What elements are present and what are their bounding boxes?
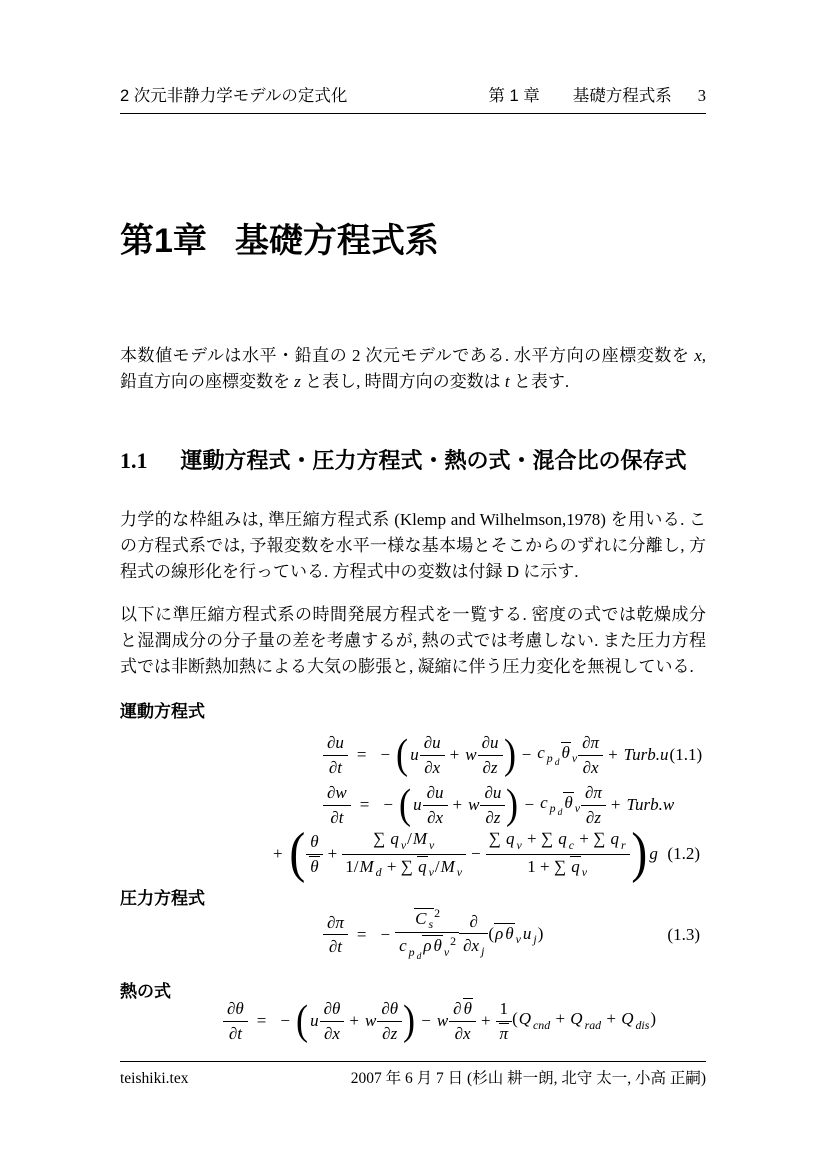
equation-1-1: $\frac{\partial u}{\partial t}$ = − ( u ∂u ∂x + w ∂u ∂z ) − c $_{p _d}$θ $_v$ ∂π ∂x + Turb.u	[323, 732, 670, 778]
header-page-number: 3	[697, 86, 706, 105]
page-header	[120, 82, 706, 114]
equation-row-1-2-line2	[120, 822, 706, 886]
equation-row-1-3	[120, 903, 706, 967]
equation-tag-1-3: (1.3)	[667, 925, 700, 944]
equation-1-2-line1: $\frac{\partial w}{\partial t}$ = − ( u ∂u ∂x + w ∂u ∂z ) − c $_{p _d}$θ $_v$ ∂π ∂z + Turb.w	[323, 782, 675, 828]
equation-row-heat	[120, 993, 706, 1049]
equation-heat: $\frac{\partial\theta}{\partial t}$ = − ( u ∂θ ∂x + w ∂θ ∂z ) − w ∂ θ ∂x + $\frac{1}{\pi}$ (Q $_{cnd}$ + Q $_{rad}$ + Q $_{dis}$)	[223, 998, 656, 1044]
equation-1-3: $\frac{\partial\pi}{\partial t}$ = − C $_s^2$ c $_{p _d}$ρ θ $_v^2$ ∂ ∂x $_j$ (ρ θ $_v$ u $_j$)	[323, 906, 543, 964]
section-number: 1.1	[120, 448, 148, 473]
header-chapter-label: 第 1 章 基礎方程式系	[488, 87, 672, 105]
equation-tag-1-1: (1.1)	[669, 745, 703, 764]
framework-paragraph: 力学的な枠組みは, 準圧縮方程式系 (Klemp and Wilhelmson,1978) を用いる. この方程式系では, 予報変数を水平一様な基本場とそこからのずれに分離し, 方程式の線形化を行っている. 方程式中の変数は付録 D に示す.	[120, 510, 706, 581]
intro-paragraph: 本数値モデルは水平・鉛直の 2 次元モデルである. 水平方向の座標変数を x, 鉛直方向の座標変数を z と表し, 時間方向の変数は t と表す.	[120, 346, 706, 391]
overview-paragraph: 以下に準圧縮方程式系の時間発展方程式を一覧する. 密度の式では乾燥成分と湿潤成分の分子量の差を考慮するが, 熱の式では考慮しない. また圧力方程式では非断熱加熱による大気の膨張と, 凝縮に伴う圧力変化を無視している.	[120, 605, 706, 676]
equation-group-label-motion: 運動方程式	[120, 702, 205, 721]
footer-date-authors: 2007 年 6 月 7 日 (杉山 耕一朗, 北守 太一, 小高 正嗣)	[350, 1070, 706, 1087]
chapter-name: 基礎方程式系	[234, 222, 439, 260]
equation-1-2-line2: + ( θ θ + $\frac{\sum q _v/M _v}{1/M _d + \sum q _v/M _v}$ − $\frac{\sum q _v + \sum q _c + \sum q _r}{1 + \sum q _v}$ ) g	[273, 822, 658, 885]
equation-row-1-1	[120, 727, 706, 783]
footer-filename: teishiki.tex	[120, 1070, 189, 1087]
page-footer	[120, 1061, 706, 1088]
equation-group-label-pressure: 圧力方程式	[120, 889, 205, 908]
equation-group-label-heat: 熱の式	[120, 982, 171, 1001]
header-running-title: 2 次元非静力学モデルの定式化	[120, 87, 348, 105]
equation-tag-1-2: (1.2)	[667, 844, 700, 863]
section-title-text: 運動方程式・圧力方程式・熱の式・混合比の保存式	[180, 448, 687, 473]
chapter-title	[120, 213, 439, 262]
section-heading	[120, 444, 687, 475]
chapter-number: 第1章	[120, 222, 207, 260]
